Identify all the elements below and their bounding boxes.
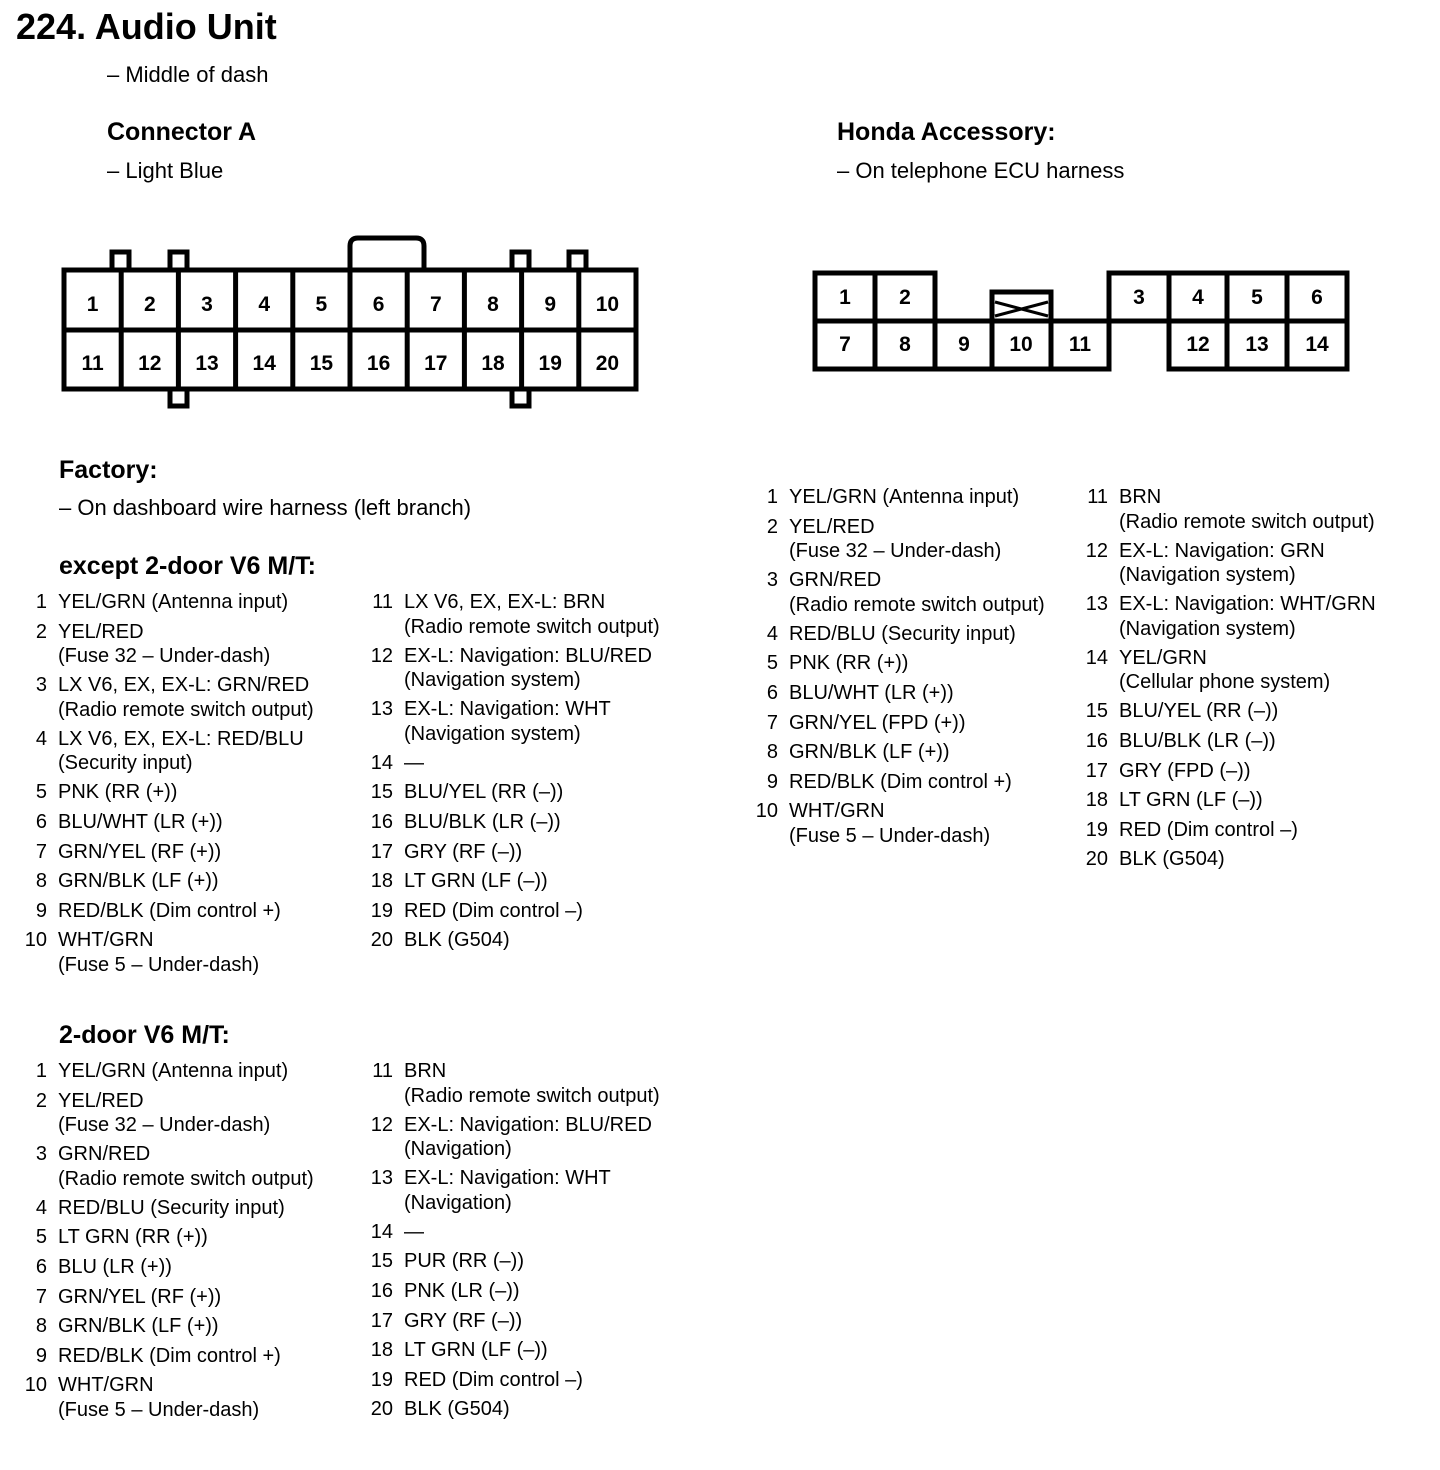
connector-a-pin-10: 10 (595, 293, 620, 316)
pin-wire-description: GRN/BLK (LF (+)) (58, 870, 219, 893)
pin-wire-description: LT GRN (LF (–)) (404, 1339, 548, 1362)
pin-wire-description: BLK (G504) (1119, 848, 1225, 871)
pin-wire-detail: (Fuse 32 – Under-dash) (58, 645, 271, 668)
pin-wire-description: YEL/GRN (Antenna input) (58, 1060, 289, 1082)
pin-list-item (24, 1283, 364, 1313)
pin-wire-detail: (Navigation) (404, 1191, 512, 1214)
pin-list-item (24, 897, 364, 927)
pin-list-item (24, 838, 364, 868)
pin-number: 2 (766, 515, 778, 538)
accessory-pin-9: 9 (958, 333, 970, 356)
pin-wire-description: LT GRN (LF (–)) (404, 870, 548, 893)
accessory-pin-11: 11 (1068, 333, 1092, 356)
latch-tab (112, 252, 129, 270)
pin-list-item (370, 1247, 700, 1277)
pin-wire-description: PNK (RR (+)) (789, 652, 909, 675)
pin-wire-description: RED/BLK (Dim control +) (58, 1344, 281, 1367)
connector-a-pin-6: 6 (372, 293, 385, 316)
pin-number: 13 (370, 698, 393, 721)
accessory-heading: Honda Accessory: (837, 118, 1056, 146)
pin-wire-description: LX V6, EX, EX-L: BRN (404, 591, 606, 613)
pin-wire-description: YEL/GRN (1119, 646, 1207, 669)
pin-number: 18 (1085, 789, 1108, 812)
pin-number: 8 (766, 741, 778, 764)
accessory-pin-12: 12 (1186, 333, 1210, 356)
except-heading: except 2-door V6 M/T: (59, 552, 316, 580)
pin-wire-description: EX-L: Navigation: BLU/RED (404, 644, 652, 667)
accessory-note: – On telephone ECU harness (837, 158, 1125, 183)
pin-wire-description: — (404, 1220, 424, 1243)
pin-wire-detail: (Cellular phone system) (1119, 671, 1331, 694)
accessory-pin-1: 1 (839, 286, 851, 309)
pin-list-item (370, 897, 700, 927)
pin-list-item (24, 926, 364, 980)
pin-wire-description: BLU/BLK (LR (–)) (1119, 729, 1276, 752)
pin-wire-description: RED/BLK (Dim control +) (789, 770, 1012, 793)
two-door-pin-list-1-10 (24, 1057, 364, 1425)
connector-a-pin-12: 12 (138, 352, 162, 375)
pin-list-item (755, 649, 1080, 679)
pin-number: 14 (370, 751, 393, 774)
accessory-pin-3: 3 (1133, 286, 1145, 309)
pin-list-item (1085, 727, 1425, 757)
pin-wire-description: GRN/YEL (FPD (+)) (789, 711, 966, 734)
pin-wire-detail: (Radio remote switch output) (58, 1167, 314, 1190)
pin-number: 8 (35, 870, 47, 893)
pin-list-item (370, 695, 700, 749)
pin-wire-detail: (Navigation system) (404, 722, 581, 745)
connector-a-pin-1: 1 (86, 293, 99, 316)
accessory-pin-13: 13 (1245, 333, 1269, 356)
pin-number: 14 (1085, 646, 1108, 669)
pin-list-item (370, 1218, 700, 1248)
pin-wire-description: BLU (LR (+)) (58, 1255, 172, 1278)
pin-list-item (24, 1087, 364, 1141)
pin-number: 19 (1085, 818, 1108, 841)
pin-wire-description: GRN/YEL (RF (+)) (58, 840, 222, 863)
latch-tab (512, 252, 529, 270)
pin-list-item (1085, 816, 1425, 846)
pin-wire-description: LT GRN (LF (–)) (1119, 789, 1263, 812)
accessory-pin-14: 14 (1305, 333, 1329, 356)
pin-list-item (755, 797, 1080, 851)
pin-wire-description: PUR (RR (–)) (404, 1250, 524, 1273)
accessory-pin-10: 10 (1009, 333, 1033, 356)
pin-wire-description: YEL/RED (789, 515, 875, 538)
pin-wire-description: LX V6, EX, EX-L: GRN/RED (58, 674, 310, 697)
pin-wire-detail: (Navigation system) (1119, 564, 1296, 587)
pin-number: 10 (24, 1374, 47, 1397)
pin-list-item (370, 1336, 700, 1366)
pin-wire-description: PNK (LR (–)) (404, 1279, 520, 1302)
pin-number: 15 (370, 1250, 393, 1273)
pin-list-item (24, 867, 364, 897)
pin-wire-description: GRY (RF (–)) (404, 840, 523, 863)
latch-tab (569, 252, 586, 270)
pin-list-item (24, 778, 364, 808)
accessory-pin-2: 2 (899, 286, 911, 309)
pin-list-item (370, 1395, 700, 1425)
pin-wire-description: LT GRN (RR (+)) (58, 1226, 208, 1249)
pin-list-item (370, 1307, 700, 1337)
pin-list-item (24, 1223, 364, 1253)
pin-number: 13 (370, 1167, 393, 1190)
pin-wire-description: GRN/BLK (LF (+)) (789, 741, 950, 764)
pin-list-item (370, 926, 700, 956)
pin-list-item (24, 671, 364, 725)
pin-list-item (755, 513, 1080, 567)
pin-wire-description: BLU/YEL (RR (–)) (404, 781, 564, 804)
accessory-pin-7: 7 (839, 333, 851, 356)
pin-number: 18 (370, 1339, 393, 1362)
accessory-pin-4: 4 (1192, 286, 1204, 309)
connector-a-pin-8: 8 (487, 293, 499, 316)
pin-list-item (370, 867, 700, 897)
lock-mark (995, 302, 1048, 316)
connector-a-pin-4: 4 (258, 293, 271, 316)
pin-wire-description: RED (Dim control –) (404, 1368, 583, 1391)
pin-wire-description: BRN (1119, 486, 1162, 508)
pin-number: 12 (370, 1113, 393, 1136)
pin-list-item (24, 1312, 364, 1342)
pin-wire-description: RED/BLU (Security input) (789, 622, 1016, 645)
pin-list-item (24, 808, 364, 838)
pin-number: 17 (370, 840, 393, 863)
pin-list-item (370, 838, 700, 868)
connector-a-pin-3: 3 (201, 293, 213, 316)
pin-list-item (755, 620, 1080, 650)
pin-wire-description: GRY (FPD (–)) (1119, 759, 1251, 782)
pin-list-item (755, 709, 1080, 739)
pin-number: 14 (370, 1220, 393, 1243)
pin-list-item (1085, 644, 1425, 698)
pin-wire-description: WHT/GRN (789, 800, 885, 823)
accessory-pin-8: 8 (899, 333, 911, 356)
pin-wire-description: LX V6, EX, EX-L: RED/BLU (58, 727, 304, 750)
pin-wire-description: BLU/WHT (LR (+)) (58, 810, 223, 833)
pin-list-item (755, 738, 1080, 768)
pin-wire-description: PNK (RR (+)) (58, 781, 178, 804)
accessory-pin-list-11-20 (1085, 483, 1425, 875)
pin-number: 10 (24, 929, 47, 952)
pin-wire-description: EX-L: Navigation: BLU/RED (404, 1113, 652, 1136)
latch-tab (170, 252, 187, 270)
pin-number: 20 (1085, 848, 1108, 871)
pin-number: 4 (766, 622, 778, 645)
pin-wire-description: WHT/GRN (58, 1374, 154, 1397)
pin-list-item (1085, 483, 1425, 537)
pin-list-item (370, 1057, 700, 1111)
pin-list-item (370, 1111, 700, 1165)
pin-number: 5 (766, 652, 778, 675)
location-note: – Middle of dash (107, 62, 269, 87)
pin-wire-description: WHT/GRN (58, 929, 154, 952)
pin-number: 15 (1085, 700, 1108, 723)
pin-wire-description: EX-L: Navigation: WHT/GRN (1119, 593, 1376, 616)
pin-wire-description: RED/BLU (Security input) (58, 1196, 285, 1219)
pin-list-item (1085, 845, 1425, 875)
pin-number: 1 (766, 486, 778, 508)
connector-a-pin-11: 11 (81, 352, 104, 375)
connector-a-color: – Light Blue (107, 158, 224, 183)
connector-a-heading: Connector A (107, 118, 257, 146)
pin-wire-detail: (Security input) (58, 752, 193, 775)
pin-list-item (755, 483, 1080, 513)
pin-wire-description: BLU/YEL (RR (–)) (1119, 700, 1279, 723)
pin-number: 9 (35, 899, 47, 922)
pin-number: 20 (370, 1398, 393, 1421)
two-door-heading: 2-door V6 M/T: (59, 1021, 230, 1049)
accessory-pin-6: 6 (1311, 286, 1323, 309)
factory-heading: Factory: (59, 456, 158, 484)
pin-number: 1 (35, 1060, 47, 1082)
pin-list-item (370, 1164, 700, 1218)
pin-number: 10 (755, 800, 778, 823)
connector-a-pin-16: 16 (366, 352, 391, 375)
pin-list-item (24, 1057, 364, 1087)
pin-number: 17 (1085, 759, 1108, 782)
pin-list-item (24, 1140, 364, 1194)
pin-list-item (1085, 590, 1425, 644)
pin-number: 7 (35, 1285, 47, 1308)
pin-list-item (1085, 786, 1425, 816)
connector-a-pin-9: 9 (544, 293, 557, 316)
except-pin-list-11-20 (370, 588, 700, 956)
pin-list-item (370, 642, 700, 696)
pin-number: 2 (35, 1089, 47, 1112)
pin-number: 12 (1085, 539, 1108, 562)
connector-a-pin-13: 13 (195, 352, 219, 375)
pin-wire-detail: (Radio remote switch output) (1119, 510, 1375, 533)
pin-list-item (755, 679, 1080, 709)
pin-list-item (370, 778, 700, 808)
pin-wire-description: RED (Dim control –) (404, 899, 583, 922)
pin-list-item (370, 749, 700, 779)
pin-number: 12 (370, 644, 393, 667)
pin-list-item (1085, 697, 1425, 727)
pin-wire-description: BLU/WHT (LR (+)) (789, 681, 954, 704)
pin-wire-description: GRN/YEL (RF (+)) (58, 1285, 222, 1308)
pin-number: 8 (35, 1315, 47, 1338)
pin-number: 6 (35, 1255, 47, 1278)
pin-wire-detail: (Fuse 5 – Under-dash) (58, 1398, 260, 1421)
pin-number: 3 (35, 674, 47, 697)
pin-wire-description: EX-L: Navigation: WHT (404, 698, 611, 721)
connector-a-pin-14: 14 (252, 352, 276, 375)
pin-number: 5 (35, 781, 47, 804)
pin-wire-description: YEL/RED (58, 620, 144, 643)
pin-list-item (24, 1371, 364, 1425)
pin-wire-description: RED/BLK (Dim control +) (58, 899, 281, 922)
pin-list-item (370, 1277, 700, 1307)
pin-number: 19 (370, 899, 393, 922)
pin-list-item (755, 566, 1080, 620)
pin-list-item (24, 1342, 364, 1372)
pin-number: 3 (766, 569, 778, 592)
pin-number: 7 (766, 711, 778, 734)
pin-number: 16 (370, 1279, 393, 1302)
connector-a-pin-19: 19 (538, 352, 562, 375)
pin-number: 1 (35, 591, 47, 613)
pin-wire-detail: (Radio remote switch output) (404, 615, 660, 638)
locking-tab (992, 292, 1051, 321)
pin-number: 13 (1085, 593, 1108, 616)
connector-a-pin-20: 20 (595, 352, 620, 375)
pin-wire-description: YEL/GRN (Antenna input) (58, 591, 289, 613)
pin-number: 16 (370, 810, 393, 833)
pin-wire-detail: (Radio remote switch output) (789, 593, 1045, 616)
pin-list-item (24, 618, 364, 672)
pin-list-item (370, 1366, 700, 1396)
connector-a-pin-5: 5 (315, 293, 328, 316)
pin-number: 6 (766, 681, 778, 704)
pin-wire-detail: (Navigation system) (404, 669, 581, 692)
pin-wire-detail: (Fuse 5 – Under-dash) (789, 824, 991, 847)
connector-a-pin-2: 2 (143, 293, 156, 316)
pin-wire-detail: (Navigation) (404, 1138, 512, 1161)
pin-wire-description: YEL/GRN (Antenna input) (789, 486, 1020, 508)
pin-number: 4 (35, 727, 47, 750)
pin-wire-description: RED (Dim control –) (1119, 818, 1298, 841)
pin-number: 19 (370, 1368, 393, 1391)
pin-wire-description: EX-L: Navigation: WHT (404, 1167, 611, 1190)
pin-wire-detail: (Fuse 5 – Under-dash) (58, 953, 260, 976)
pin-wire-detail: (Navigation system) (1119, 617, 1296, 640)
pin-wire-description: — (404, 751, 424, 774)
pin-list-item (1085, 537, 1425, 591)
pin-number: 15 (370, 781, 393, 804)
factory-note: – On dashboard wire harness (left branch) (59, 495, 472, 520)
pin-list-item (24, 1194, 364, 1224)
pin-number: 17 (370, 1309, 393, 1332)
pin-list-item (370, 588, 700, 642)
pin-number: 9 (35, 1344, 47, 1367)
except-pin-list-1-10 (24, 588, 364, 980)
pin-number: 2 (35, 620, 47, 643)
pin-number: 11 (372, 1060, 393, 1082)
accessory-pin-list-1-10 (755, 483, 1080, 851)
pin-wire-detail: (Fuse 32 – Under-dash) (789, 540, 1002, 563)
pin-wire-description: GRN/BLK (LF (+)) (58, 1315, 219, 1338)
pin-list-item (24, 588, 364, 618)
pin-wire-description: EX-L: Navigation: GRN (1119, 539, 1325, 562)
pin-number: 16 (1085, 729, 1108, 752)
two-door-pin-list-11-20 (370, 1057, 700, 1425)
page-title: 224. Audio Unit (16, 6, 277, 47)
connector-a-diagram (0, 0, 720, 420)
pin-wire-description: BLK (G504) (404, 1398, 510, 1421)
pin-wire-description: BLU/BLK (LR (–)) (404, 810, 561, 833)
connector-a-pin-7: 7 (429, 293, 442, 316)
pin-wire-detail: (Radio remote switch output) (58, 698, 314, 721)
pin-wire-description: YEL/RED (58, 1089, 144, 1112)
pin-number: 5 (35, 1226, 47, 1249)
connector-a-pin-15: 15 (309, 352, 334, 375)
pin-wire-detail: (Radio remote switch output) (404, 1084, 660, 1107)
pin-number: 11 (372, 591, 393, 613)
connector-a-pin-18: 18 (481, 352, 505, 375)
pin-wire-description: BRN (404, 1060, 447, 1082)
pin-number: 7 (35, 840, 47, 863)
pin-number: 18 (370, 870, 393, 893)
pin-number: 4 (35, 1196, 47, 1219)
connector-a-pin-17: 17 (424, 352, 448, 375)
pin-list-item (1085, 757, 1425, 787)
pin-number: 20 (370, 929, 393, 952)
pin-wire-description: GRN/RED (58, 1143, 151, 1166)
pin-wire-description: GRY (RF (–)) (404, 1309, 523, 1332)
pin-list-item (24, 1253, 364, 1283)
locking-hood (350, 238, 424, 270)
accessory-connector-diagram (790, 260, 1370, 380)
pin-wire-description: GRN/RED (789, 569, 882, 592)
pin-number: 6 (35, 810, 47, 833)
pin-wire-description: BLK (G504) (404, 929, 510, 952)
pin-list-item (755, 768, 1080, 798)
pin-list-item (24, 725, 364, 779)
pin-list-item (370, 808, 700, 838)
pin-number: 11 (1087, 486, 1108, 508)
pin-number: 3 (35, 1143, 47, 1166)
accessory-pin-5: 5 (1251, 286, 1263, 309)
pin-number: 9 (766, 770, 778, 793)
pin-wire-detail: (Fuse 32 – Under-dash) (58, 1114, 271, 1137)
